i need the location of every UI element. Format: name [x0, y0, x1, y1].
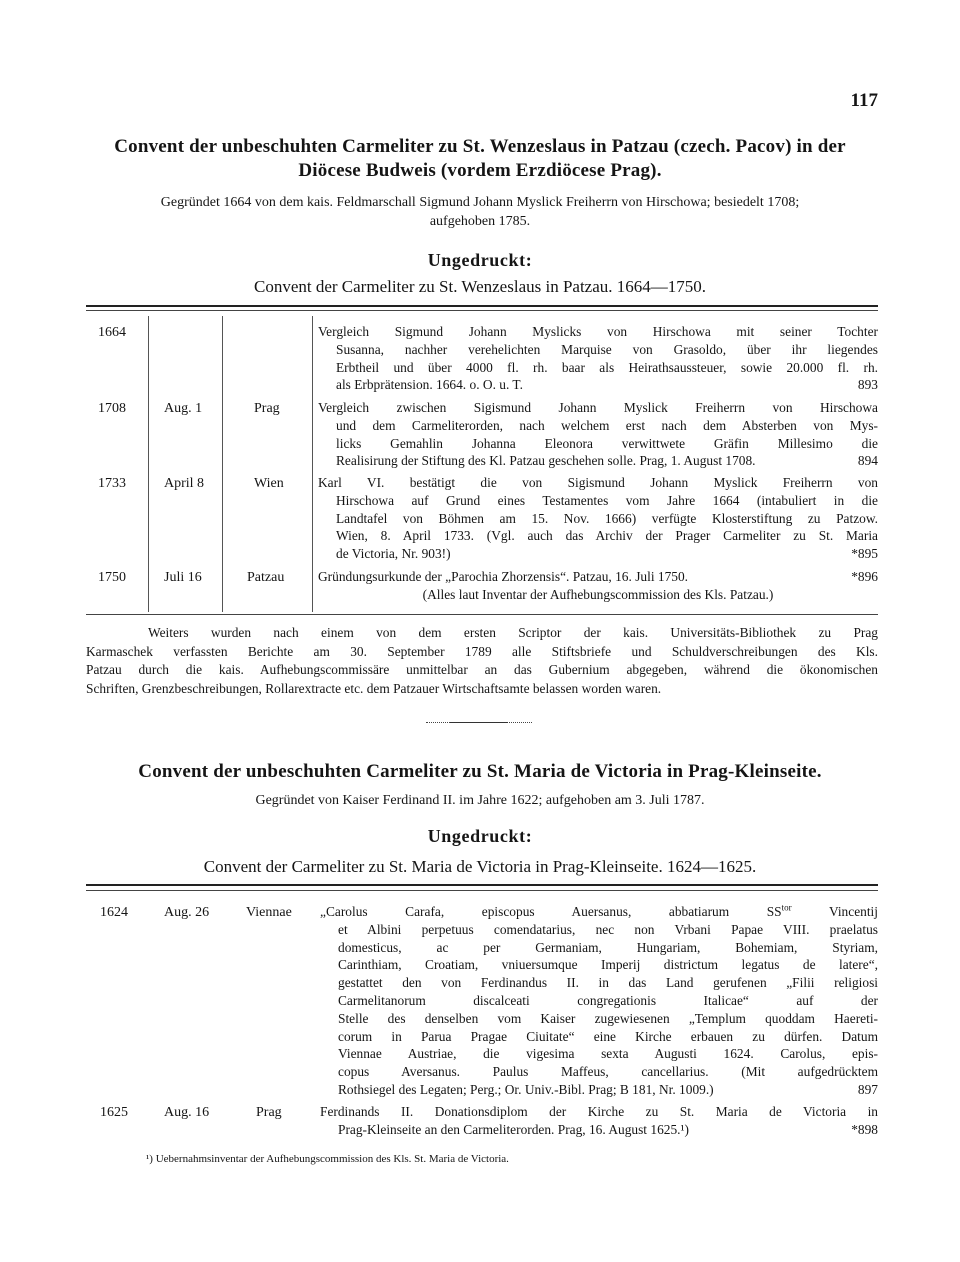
row-date: Aug. 26	[164, 905, 210, 920]
desc-line: Stelle des denselben vom Kaiser zugewiesenen „Templum quoddam Haereti-	[338, 1010, 878, 1026]
entry-number: *898	[851, 1121, 878, 1137]
row-place: Patzau	[247, 570, 285, 585]
section2-subheading: Convent der Carmeliter zu St. Maria de Victoria in Prag-Kleinseite. 1624—1625.	[203, 857, 757, 876]
founded-line2: aufgehoben 1785.	[429, 214, 531, 229]
desc-line: Prag-Kleinseite an den Carmeliterorden. Prag, 16. August 1625.¹)	[338, 1121, 689, 1137]
row-year: 1625	[100, 1105, 128, 1120]
para-line: Weiters wurden nach einem von dem ersten Scriptor der kais. Universitäts-Bibliothek zu Prag	[148, 625, 878, 640]
desc-line	[320, 903, 878, 921]
desc-line: et Albini perpetuus comendatarius, nec non Vrbani Papae VIII. praelatus	[338, 921, 878, 937]
desc-line: Landtafel von Böhmen am 15. Nov. 1666) verfügte Klosterstiftung zu Patzow.	[336, 510, 878, 526]
desc-line: Gründungsurkunde der „Parochia Zhorzensis“. Patzau, 16. Juli 1750.	[318, 569, 689, 584]
row-place: Prag	[254, 401, 280, 416]
row-year: 1624	[100, 905, 128, 920]
para-line: Patzau durch die kais. Aufhebungscommissäre unmittelbar an das Gubernium abgegeben, während die ökonomischen	[86, 662, 878, 677]
desc-line: Vergleich zwischen Sigismund Johann Myslick Freiherrn von Hirschowa	[318, 400, 878, 415]
table1-col-divider	[312, 316, 313, 612]
section1-paragraph	[86, 624, 878, 698]
row-description	[318, 568, 878, 604]
desc-text: Vincentij	[791, 904, 878, 919]
row-date: Juli 16	[164, 570, 202, 585]
para-line: Karmaschek verfassten Berichte am 30. September 1789 alle Stiftsbriefe und Schuldverschreibungen des Kls.	[86, 643, 878, 659]
table1-col-divider	[222, 316, 223, 612]
row-place: Viennae	[246, 905, 292, 920]
row-date: April 8	[164, 476, 205, 491]
table1-bottom-rule	[86, 614, 878, 615]
row-place: Prag	[256, 1105, 282, 1120]
entry-number: *895	[851, 546, 878, 562]
row-description	[320, 903, 878, 1099]
section1-title-line2: Diöcese Budweis (vordem Erzdiöcese Prag).	[298, 160, 662, 181]
entry-number: 897	[857, 1081, 878, 1097]
row-year: 1708	[98, 401, 126, 416]
desc-line: de Victoria, Nr. 903!)	[336, 546, 451, 562]
entry-number: 894	[857, 453, 878, 469]
row-description	[318, 399, 878, 470]
row-description	[318, 323, 878, 394]
section2-ungedruckt: Ungedruckt:	[427, 826, 533, 846]
section-separator	[426, 722, 532, 723]
founded-line1: Gegründet 1664 von dem kais. Feldmarschall Sigmund Johann Myslick Freiherrn von Hirschowa; besiedelt 1708;	[160, 195, 800, 210]
desc-line: Carmelitanorum discalceati congregationis Italicae“ auf der	[338, 992, 878, 1008]
entry-number: 893	[857, 377, 878, 393]
desc-line: Hirschowa auf Grund eines Testamentes vom Jahre 1664 (intabuliert in die	[336, 492, 878, 508]
row-year: 1664	[98, 325, 126, 340]
desc-line: Viennae Austriae, die vigesima sexta Augusti 1624. Carolus, epis-	[338, 1046, 878, 1062]
desc-line: Vergleich Sigmund Johann Myslicks von Hirschowa mit seiner Tochter	[318, 324, 878, 339]
desc-line: und dem Carmeliterorden, nach welchem erst nach dem Absterben von Mys-	[336, 417, 878, 433]
row-date: Aug. 16	[164, 1105, 210, 1120]
superscript: tor	[781, 903, 792, 913]
desc-line: Carinthiam, Croatiam, vniuersumque Imperij districtum legatus de latere“,	[338, 957, 878, 973]
section1-ungedruckt: Ungedruckt:	[427, 250, 533, 270]
table2-top-rule	[86, 884, 878, 886]
desc-line: licks Gemahlin Johanna Eleonora verwittwete Gräfin Millesimo die	[336, 435, 878, 451]
row-description	[320, 1103, 878, 1139]
desc-line: domesticus, ac per Germaniam, Hungariam, Bohemiam, Styriam,	[338, 939, 878, 955]
desc-line: Realisirung der Stiftung des Kl. Patzau geschehen solle. Prag, 1. August 1708.	[336, 453, 756, 469]
desc-line: Rothsiegel des Legaten; Perg.; Or. Univ.-Bibl. Prag; B 181, Nr. 1009.)	[338, 1081, 714, 1097]
desc-line: Karl VI. bestätigt die von Sigismund Johann Myslick Freiherrn von	[318, 475, 878, 490]
table1-top-rule-thin	[86, 310, 878, 311]
desc-line: Ferdinands II. Donationsdiplom der Kirche zu St. Maria de Victoria in	[320, 1104, 878, 1119]
footnote: ¹) Uebernahmsinventar der Aufhebungscommission des Kls. St. Maria de Victoria.	[146, 1153, 509, 1165]
desc-line: copus Aversanus. Paulus Maffeus, cancellarius. (Mit aufgedrücktem	[338, 1064, 878, 1080]
desc-text: „Carolus Carafa, episcopus Auersanus, abbatiarum SS	[320, 904, 782, 919]
section2-title: Convent der unbeschuhten Carmeliter zu St. Maria de Victoria in Prag-Kleinseite.	[138, 761, 822, 782]
section2-founded: Gegründet von Kaiser Ferdinand II. im Jahre 1622; aufgehoben am 3. Juli 1787.	[255, 793, 705, 808]
table1-top-rule	[86, 305, 878, 307]
desc-line: Susanna, nachher verehelichten Marquise von Grasoldo, über ihr liegendes	[336, 341, 878, 357]
desc-line: Erbtheil und über 4000 fl. rh. baar als Heirathsaussteuer, sowie 20.000 fl. rh.	[336, 359, 878, 375]
row-date: Aug. 1	[164, 401, 203, 416]
row-place: Wien	[254, 476, 284, 491]
page-number: 117	[850, 90, 878, 111]
para-line: Schriften, Grenzbeschreibungen, Rollarextracte etc. dem Patzauer Wirtschaftsamte belassen worden waren.	[86, 680, 662, 696]
section1-title-line1: Convent der unbeschuhten Carmeliter zu St. Wenzeslaus in Patzau (czech. Pacov) in der	[114, 136, 846, 157]
table2-top-rule-thin	[86, 890, 878, 891]
entry-number: *896	[851, 569, 878, 584]
desc-line: als Erbprätension. 1664. o. O. u. T.	[336, 377, 523, 393]
section1-title	[60, 135, 900, 183]
section1-subheading: Convent der Carmeliter zu St. Wenzeslaus in Patzau. 1664—1750.	[253, 277, 707, 296]
desc-line: gestattet den von Ferdinandus II. in das Land gerufenen „Filii religiosi	[338, 975, 878, 991]
row-year: 1750	[98, 570, 126, 585]
desc-line: corum in Parua Pragae Ciuitate“ eine Kirche erbauen zu dürfen. Datum	[338, 1028, 878, 1044]
section1-founded	[96, 193, 864, 231]
row-year: 1733	[98, 476, 126, 491]
desc-line: Wien, 8. April 1733. (Vgl. auch das Archiv der Prager Carmeliter zu St. Maria	[336, 528, 878, 544]
table1-col-divider	[148, 316, 149, 612]
row-note: (Alles laut Inventar der Aufhebungscommission des Kls. Patzau.)	[422, 586, 774, 602]
row-description	[318, 474, 878, 563]
